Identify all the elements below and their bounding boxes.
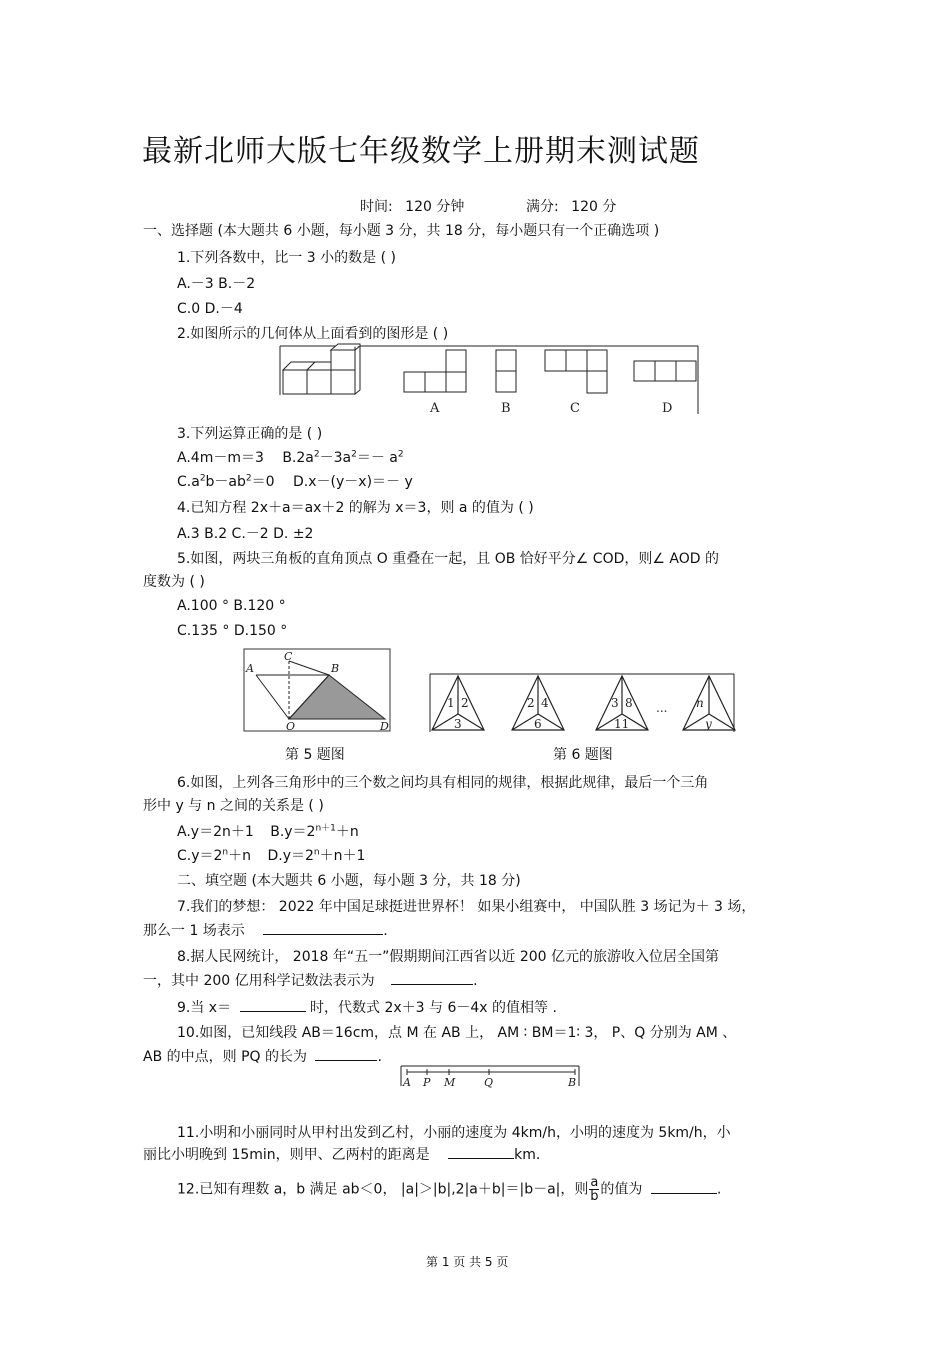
ellipsis: ... [656, 701, 668, 715]
tri1-bottom: 3 [454, 717, 462, 731]
q2-option-a-shape [404, 350, 466, 392]
q1-options-cd: C.0 D.－4 [177, 301, 243, 317]
q5-caption: 第 5 题图 [285, 747, 345, 763]
fraction-a-over-b: $\frac{a}{b}$ [590, 1175, 599, 1204]
q2-option-d-shape [634, 361, 696, 381]
q10-answer-blank[interactable] [315, 1047, 377, 1061]
q6-caption: 第 6 题图 [553, 747, 613, 763]
page-title: 最新北师大版七年级数学上册期末测试题 [142, 134, 700, 169]
q5-stem-line1: 5.如图，两块三角板的直角顶点 O 重叠在一起，且 OB 恰好平分∠ COD，则∠ AOD 的 [177, 551, 719, 567]
q8-line1: 8.据人民网统计， 2018 年“五一”假期期间江西省以近 200 亿元的旅游收入位居全国第 [177, 949, 720, 965]
q5-label-a: A [246, 662, 254, 675]
q6-option-b: $B.y=2^{n+1}+n$ [270, 823, 359, 840]
q6-figure [428, 672, 736, 734]
q3-options-ab [177, 447, 404, 467]
q5-figure [243, 648, 393, 734]
q2-option-b-shape [496, 350, 516, 392]
q7-line2: 那么一 1 场表示 . [143, 923, 388, 939]
tri2-bottom: 6 [534, 717, 542, 731]
q6-option-a: A.y＝2n＋1 [177, 824, 254, 840]
q6-stem-line1: 6.如图，上列各三角形中的三个数之间均具有相同的规律，根据此规律，最后一个三角 [177, 775, 709, 791]
q10-label-q: Q [484, 1076, 494, 1089]
q5-stem-line2: 度数为 ( ) [143, 574, 205, 590]
q5-label-c: C [284, 650, 293, 663]
q10-label-a: A [403, 1076, 411, 1089]
page-footer: 第 1 页 共 5 页 [426, 1255, 509, 1269]
q5-label-o: O [286, 720, 296, 733]
q4-options: A.3 B.2 C.－2 D. ±2 [177, 526, 314, 542]
q11-line1: 11.小明和小丽同时从甲村出发到乙村，小丽的速度为 4km/h，小明的速度为 5km/h，小 [177, 1125, 731, 1141]
q10-label-m: M [444, 1076, 456, 1089]
tri2-left: 2 [527, 696, 535, 710]
q3-option-a: A.4m－m＝3 [177, 450, 264, 466]
q6-option-d: $D.y=2^n+n+1$ [267, 847, 366, 864]
q10-line2: AB 的中点，则 PQ 的长为 . [143, 1049, 382, 1065]
score-info [526, 196, 616, 216]
q6-options-cd [177, 845, 365, 865]
q11-line2: 丽比小明晚到 15min，则甲、乙两村的距离是 km. [143, 1147, 541, 1163]
q2-label-a: A [430, 401, 440, 416]
q2-label-b: B [501, 401, 511, 416]
score-value: 120 分 [571, 199, 617, 215]
tri4-left: n [696, 696, 704, 710]
q8-line2: 一，其中 200 亿用科学记数法表示为 . [143, 973, 478, 989]
section1-heading: 一、选择题 (本大题共 6 小题，每小题 3 分，共 18 分，每小题只有一个正确选项 ) [143, 223, 660, 239]
q9-line: 9.当 x＝ 时，代数式 2x＋3 与 6－4x 的值相等 . [177, 1000, 557, 1016]
shaded-triangle [289, 675, 385, 719]
q3-option-c: $C.a^2b-ab^2=0$ [177, 473, 275, 490]
q9-answer-blank[interactable] [240, 998, 306, 1012]
q6-options-ab [177, 821, 359, 841]
q2-label-c: C [570, 401, 580, 416]
q7-answer-blank[interactable] [263, 921, 383, 935]
tri1-left: 1 [447, 696, 455, 710]
tri2-right: 4 [541, 696, 549, 710]
q3-stem: 3.下列运算正确的是 ( ) [177, 426, 323, 442]
section2-heading: 二、填空题 (本大题共 6 小题，每小题 3 分，共 18 分) [177, 873, 521, 889]
solid-figure [283, 344, 360, 394]
tri3-right: 8 [625, 696, 633, 710]
q5-options-cd: C.135 ° D.150 ° [177, 623, 288, 639]
q2-stem: 2.如图所示的几何体从上面看到的图形是 ( ) [177, 326, 449, 342]
q5-label-b: B [331, 662, 340, 675]
tri3-bottom: 11 [614, 717, 630, 731]
score-label: 满分: [526, 199, 559, 215]
q6-stem-line2: 形中 y 与 n 之间的关系是 ( ) [143, 798, 324, 814]
q6-option-c: $C.y=2^n+n$ [177, 847, 252, 864]
q10-line1: 10.如图，已知线段 AB＝16cm，点 M 在 AB 上， AM ∶ BM＝1∶ 3， P、Q 分别为 AM 、 [177, 1025, 737, 1041]
q2-option-c-shape [545, 350, 607, 393]
q4-stem: 4.已知方程 2x＋a＝ax＋2 的解为 x＝3，则 a 的值为 ( ) [177, 500, 534, 516]
q3-option-d: D.x－(y－x)＝－ y [293, 474, 413, 490]
time-value: 120 分钟 [405, 199, 465, 215]
q12-answer-blank[interactable] [651, 1180, 717, 1194]
q3-option-b: $B.2a^2-3a^2=- a^2$ [282, 449, 404, 466]
q8-answer-blank[interactable] [391, 971, 473, 985]
q2-figure [278, 340, 700, 416]
q11-answer-blank[interactable] [448, 1145, 514, 1159]
q7-line1: 7.我们的梦想： 2022 年中国足球挺进世界杯！ 如果小组赛中， 中国队胜 3 场记为＋ 3 场， [177, 899, 756, 915]
q3-options-cd [177, 471, 413, 491]
q10-label-p: P [423, 1076, 431, 1089]
q2-label-d: D [662, 401, 673, 416]
time-info [360, 196, 464, 216]
tri3-left: 3 [611, 696, 619, 710]
time-label: 时间: [360, 199, 393, 215]
q10-figure [399, 1062, 581, 1090]
q12-line: 12.已知有理数 a，b 满足 ab＜0， |a|＞|b|,2|a＋b|＝|b－a|，则 $\frac{a}{b}$ 的值为 . [177, 1175, 722, 1204]
tri4-bottom: y [705, 717, 712, 731]
tri1-right: 2 [461, 696, 469, 710]
q1-stem: 1.下列各数中，比一 3 小的数是 ( ) [177, 250, 396, 266]
q1-options-ab: A.－3 B.－2 [177, 276, 256, 292]
q5-label-d: D [380, 720, 389, 733]
q10-label-b: B [568, 1076, 577, 1089]
q5-options-ab: A.100 ° B.120 ° [177, 598, 286, 614]
